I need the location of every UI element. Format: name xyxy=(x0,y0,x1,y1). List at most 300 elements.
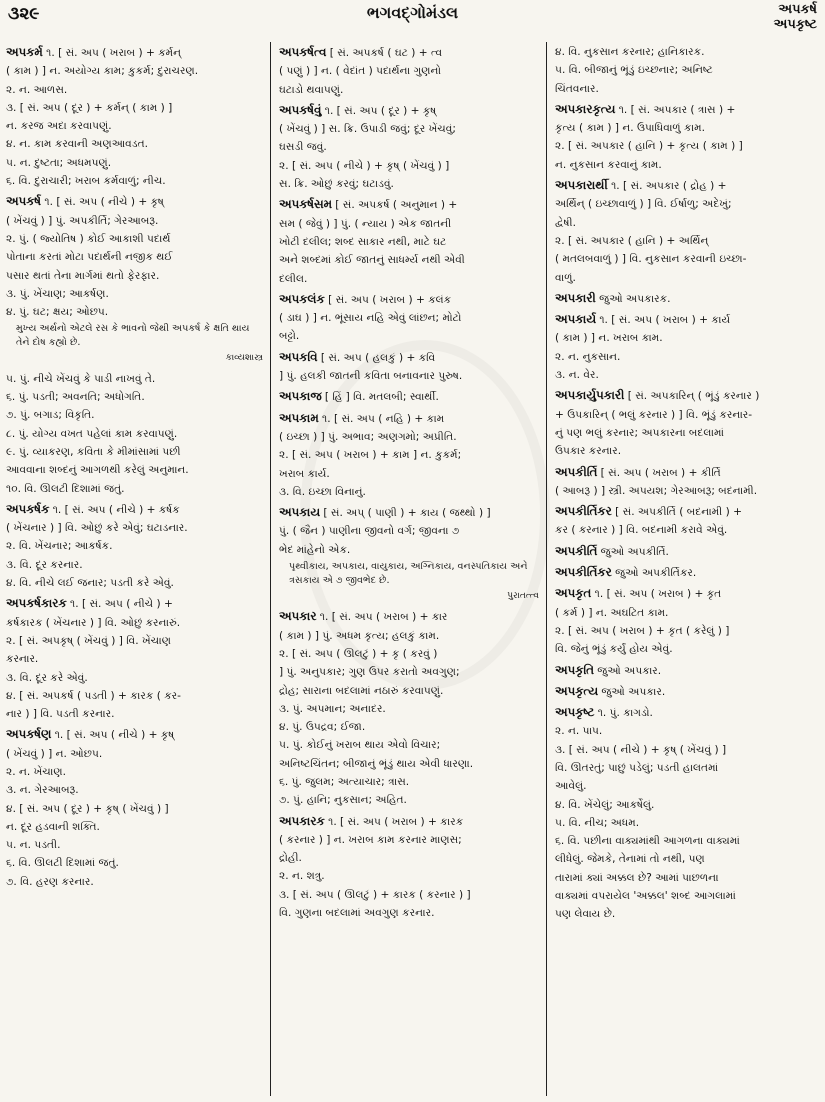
dictionary-entry xyxy=(279,388,539,406)
definition-line xyxy=(279,523,539,540)
definition-line xyxy=(555,906,819,923)
definition-line xyxy=(555,778,819,795)
definition-text: ૨. [ સં. અપકૃષ્ ( ખેંચવું ) ] વિ. ખેંચાણ xyxy=(6,634,171,647)
definition-line xyxy=(279,196,539,214)
definition-line xyxy=(6,595,263,613)
definition-line xyxy=(555,157,819,174)
definition-line xyxy=(555,177,819,195)
definition-text: ભેદ માંહેનો એક. xyxy=(279,543,351,556)
dictionary-entry xyxy=(555,564,819,582)
definition-line xyxy=(279,542,539,559)
definition-line xyxy=(6,819,263,836)
definition-text: ન. દૂર હડવાની શક્તિ. xyxy=(6,820,100,833)
definition-text: અને શબ્દમાં કોઈ જાતનું સાધર્મ્ય નથી એવી xyxy=(279,254,465,267)
definition-line xyxy=(279,121,539,138)
definition-line xyxy=(279,44,539,62)
definition-text: ૧. [ સં. અપ ( નીચે ) + કૃષ્ xyxy=(54,729,175,742)
definition-line xyxy=(555,120,819,137)
headword: અપકર્ષકારક xyxy=(6,596,67,611)
column-divider xyxy=(546,42,547,1096)
dictionary-entry xyxy=(555,585,819,658)
definition-line xyxy=(6,481,263,498)
definition-line xyxy=(555,196,819,213)
headword: અપકાય xyxy=(279,505,320,520)
definition-text: દ્રોહી. xyxy=(279,852,302,865)
dictionary-column-3 xyxy=(555,44,819,1094)
definition-line xyxy=(279,429,539,446)
definition-line xyxy=(279,813,539,831)
definition-text: ૨. [ સં. અપ ( નીચે ) + કૃષ્ ( ખેંચવું ) ] xyxy=(279,159,450,172)
definition-text: ૯. પું. વ્યાકરણ, કવિતા કે મીમાંસામાં પછી xyxy=(6,445,181,458)
definition-text: ( ડાઘ ) ] ન. ભૂંસાય નહિ એવું લાંછન; મોટો xyxy=(279,312,462,325)
headword: અપકારકૃત્ય xyxy=(555,101,616,116)
headword: અપકર્ષણ xyxy=(6,727,52,742)
definition-text: ૫. વિ. નીચ; અધમ. xyxy=(555,816,640,829)
definition-text: ૩. વિ. દૂર કરનાર. xyxy=(6,558,83,571)
definition-text: ( ઇચ્છા ) ] પું. અભાવ; અણગમો; અપ્રીતિ. xyxy=(279,430,457,443)
definition-line xyxy=(6,557,263,574)
definition-line xyxy=(555,233,819,250)
guide-words xyxy=(774,2,817,32)
headword: અપકલંક xyxy=(279,291,325,306)
definition-text: [ સં. અપ ( ખરાબ ) + કલંક xyxy=(328,293,452,306)
definition-text: ( કામ ) ] ન. ખરાબ કામ. xyxy=(555,332,663,345)
definition-text: ( ખેંચનાર ) ] વિ. ઓછું કરે એવું; ઘટાડનાર. xyxy=(6,522,188,535)
definition-text: ( પણું ) ] ન. ( વેદાંત ) પદાર્થના ગુણનો xyxy=(279,65,442,78)
definition-text: ૧. પું. કાગડો. xyxy=(597,707,653,720)
definition-text: ૨. [ સં. અપકાર ( હાનિ ) + કૃત્ય ( કામ ) ] xyxy=(555,140,743,153)
definition-text: ઉપકાર કરનાર. xyxy=(555,445,622,458)
definition-line xyxy=(6,118,263,135)
definition-text: ( કર્મ ) ] ન. અઘટિત કામ. xyxy=(555,606,669,619)
headword: અપકર્ષત્વ xyxy=(279,45,327,59)
definition-text: ૬. પું. જુલમ; અત્યાચાર; ત્રાસ. xyxy=(279,775,410,788)
usage-quote: મુખ્ય અર્થનો એટલે રસ કે ભાવનો જેથી અપકર્ષ કે ક્ષતિ થાય તેને દોષ કહ્યો છે. xyxy=(16,323,250,349)
dictionary-column-1 xyxy=(6,44,263,1094)
definition-line xyxy=(279,271,539,288)
definition-line xyxy=(279,447,539,464)
definition-text: દ્રોહ; સારાના બદલામાં નઠારું કરવાપણું. xyxy=(279,684,444,697)
definition-line xyxy=(6,688,263,705)
definition-line xyxy=(555,723,819,740)
headword: અપકર્ષવું xyxy=(279,102,322,117)
definition-line xyxy=(555,585,819,603)
definition-text: ૧. [ સં. અપકાર ( દ્રોહ ) + xyxy=(611,180,727,193)
definition-line xyxy=(279,82,539,99)
definition-line xyxy=(555,407,819,424)
definition-text: પણ લેવાય છે. xyxy=(555,908,616,921)
definition-line xyxy=(6,100,263,117)
definition-text: ૧. [ સં. અપ ( નહિ ) + કામ xyxy=(322,412,445,425)
definition-line xyxy=(555,138,819,155)
definition-text: ૪. પું. ઘટ; ક્ષય; ઓછપ. xyxy=(6,306,109,319)
definition-line xyxy=(279,252,539,269)
definition-line xyxy=(555,367,819,384)
dictionary-entry xyxy=(555,464,819,501)
headword: અપકારી xyxy=(555,290,596,305)
headword: અપકાર xyxy=(279,609,317,624)
page-number: ૩૨૯ xyxy=(8,4,40,24)
definition-text: લીધેલું. જેમકે, તેનામાં તો નથી, પણ xyxy=(555,853,705,866)
definition-text: ૮. પું. યોગ્ય વખત પહેલાં કામ કરવાપણું. xyxy=(6,427,178,440)
definition-text: ૧. [ સં. અપ ( ખરાબ ) + કારક xyxy=(328,815,464,828)
definition-text: ] પું. હલકી જાતની કવિતા બનાવનાર પુરુષ. xyxy=(279,370,463,383)
definition-text: ૭. પું. હાનિ; નુકસાન; અહિત. xyxy=(279,794,407,807)
definition-text: ૨. ન. નુકસાન. xyxy=(555,350,621,363)
definition-line xyxy=(6,782,263,799)
definition-line xyxy=(555,870,819,887)
headword: અપકીર્તિ xyxy=(555,543,598,558)
definition-text: કરનાર. xyxy=(6,653,39,666)
definition-line xyxy=(6,726,263,744)
definition-line xyxy=(6,670,263,687)
definition-line xyxy=(555,522,819,539)
definition-text: ૫. પું. કોઈનું ખરાબ થાય એવો વિચાર; xyxy=(279,739,441,752)
dictionary-entry xyxy=(279,813,539,923)
definition-line xyxy=(555,387,819,405)
definition-text: ૪. પું. ઉપદ્રવ; ઈજા. xyxy=(279,721,366,734)
definition-text: ઘસડી જવું. xyxy=(279,141,327,154)
definition-text: ૨. [ સં. અપ ( ઊલટું ) + કૃ ( કરવું ) xyxy=(279,647,438,660)
definition-line xyxy=(6,268,263,285)
definition-text: ૧. [ સં. અપ ( દૂર ) + કૃષ્ xyxy=(324,104,437,117)
definition-text: ૨. [ સં. અપ ( ખરાબ ) + કૃત ( કરેલું ) ] xyxy=(555,624,730,637)
definition-line xyxy=(6,407,263,424)
definition-line xyxy=(6,801,263,818)
definition-text: ( આબરૂ ) ] સ્ત્રી. અપયશ; ગેરઆબરૂ; બદનામી. xyxy=(555,484,758,497)
definition-line xyxy=(555,623,819,640)
headword: અપકૃતિ xyxy=(555,662,594,677)
headword: અપકૃત્ય xyxy=(555,683,599,698)
definition-line xyxy=(6,371,263,388)
headword: અપકૃષ્ટ xyxy=(555,705,595,720)
definition-line xyxy=(279,608,539,626)
headword: અપકારાર્થી xyxy=(555,178,608,193)
headword: અપકૃત xyxy=(555,586,592,601)
headword: અપકાજ xyxy=(279,389,322,404)
definition-text: વિ. ઊતરતું; પાછું પડેલું; પડતી હાલતમાં xyxy=(555,761,719,774)
definition-line xyxy=(279,349,539,367)
dictionary-entry xyxy=(6,501,263,592)
definition-line xyxy=(279,234,539,251)
definition-line xyxy=(279,310,539,327)
definition-line xyxy=(6,520,263,537)
headword: અપકર્ષ xyxy=(6,194,42,209)
definition-text: ( કામ ) ] ન. અયોગ્ય કામ; કુકર્મ; દુરાચરણ. xyxy=(6,65,199,78)
quote-source: પુરાતત્ત્વ xyxy=(507,591,539,602)
definition-text: દ્વેષી. xyxy=(555,216,576,229)
dictionary-entry xyxy=(555,683,819,701)
definition-line xyxy=(555,662,819,680)
definition-text: વાક્યમાં વપરાયેલ 'અક્કલ' શબ્દ આગલામાં xyxy=(555,890,736,903)
dictionary-entry xyxy=(6,726,263,891)
definition-text: ચિંતવનાર. xyxy=(555,82,599,95)
definition-line xyxy=(279,737,539,754)
definition-line xyxy=(6,63,263,80)
definition-text: ૧. [ સં. અપકાર ( ત્રાસ ) + xyxy=(618,103,736,116)
headword: અપકવિ xyxy=(279,349,318,364)
definition-text: સ. ક્રિ. ઓછું કરવું; ઘટાડવું. xyxy=(279,178,394,191)
definition-line xyxy=(279,139,539,156)
definition-text: [ હિં ] વિ. મતલબી; સ્વાર્થી. xyxy=(324,391,439,404)
definition-text: ૩. વિ. ઇચ્છા વિનાનું. xyxy=(279,485,366,498)
definition-text: જુઓ અપકાર. xyxy=(601,685,666,698)
dictionary-entry xyxy=(555,311,819,384)
definition-line xyxy=(6,193,263,211)
definition-line xyxy=(555,704,819,722)
definition-text: ( કામ ) ] પું. અધમ કૃત્ય; હલકું કામ. xyxy=(279,629,440,642)
definition-text: [ સં. અપ ( ખરાબ ) + કીર્તિ xyxy=(600,466,721,479)
definition-line xyxy=(555,833,819,850)
definition-text: ૨. પું. ( જ્યોતિષ ) કોઈ આકાશી પદાર્થ xyxy=(6,232,171,245)
definition-line xyxy=(555,443,819,460)
definition-text: ૪. [ સં. અપ ( દૂર ) + કૃષ્ ( ખેંચવું ) ] xyxy=(6,802,169,815)
definition-line xyxy=(279,158,539,175)
definition-line xyxy=(6,173,263,190)
definition-line xyxy=(6,155,263,172)
definition-text: ૧. [ સં. અપ ( નીચે ) + કૃષ્ xyxy=(44,196,164,209)
column-divider xyxy=(270,42,271,1096)
definition-text: બટ્ટો. xyxy=(279,330,300,343)
headword: અપકીર્તિ xyxy=(555,464,598,479)
dictionary-entry xyxy=(279,349,539,386)
definition-line xyxy=(279,868,539,885)
definition-line xyxy=(555,503,819,521)
definition-line xyxy=(555,641,819,658)
definition-line xyxy=(279,102,539,120)
definition-text: ૩. ન. ગેરઆબરૂ. xyxy=(6,784,79,797)
definition-text: ૭. વિ. હરણ કરનાર. xyxy=(6,875,94,888)
definition-line xyxy=(555,425,819,442)
definition-text: ૩. [ સં. અપ ( નીચે ) + કૃષ્ ( ખેંચવું ) ] xyxy=(555,743,727,756)
definition-text: ન. કરજ અદા કરવાપણું. xyxy=(6,120,112,133)
definition-text: ૪. વિ. નુકસાન કરનાર; હાનિકારક. xyxy=(555,46,705,58)
definition-text: પસાર થતાં તેના માર્ગમાં થતો ફેરફાર. xyxy=(6,269,160,282)
definition-text: ૧. [ સં. અપ ( નીચે ) + કર્ષક xyxy=(52,503,180,516)
definition-text: જુઓ અપકીર્તિકર. xyxy=(615,567,697,580)
definition-text: ( ખેંચવું ) ] પું. અપકીર્તિ; ગેરઆબરૂ. xyxy=(6,214,159,227)
definition-text: પોતાના કરતાં મોટા પદાર્થની નજીક થઈ xyxy=(6,251,173,264)
definition-line xyxy=(555,62,819,79)
dictionary-entry xyxy=(555,503,819,540)
definition-text: ૬. પું. પડતી; અવનતિ; અધોગતિ. xyxy=(6,391,145,404)
definition-text: પું. ( જૈન ) પાણીના જીવનો વર્ગ; જીવના ૭ xyxy=(279,525,460,538)
dictionary-entry xyxy=(6,193,263,497)
dictionary-entry xyxy=(555,290,819,308)
definition-line xyxy=(279,683,539,700)
definition-text: ૭. પું. બગાડ; વિકૃતિ. xyxy=(6,409,95,422)
definition-line xyxy=(555,483,819,500)
definition-text: ૪. વિ. ખેંચેલું; આકર્ષેલું. xyxy=(555,798,655,811)
definition-line xyxy=(279,176,539,193)
definition-text: ૬. વિ. પછીના વાક્યમાંથી આગળના વાક્યમાં xyxy=(555,835,740,848)
page-header xyxy=(0,0,825,34)
dictionary-entry xyxy=(279,608,539,809)
definition-text: [ સં. અપકીર્તિ ( બદનામી ) + xyxy=(615,506,742,519)
definition-text: ( મતલબવાળું ) ] વિ. નુકસાન કરવાની ઇચ્છા- xyxy=(555,253,747,266)
definition-text: કર ( કરનાર ) ] વિ. બદનામી કરાવે એવું. xyxy=(555,524,728,537)
definition-line xyxy=(555,349,819,366)
definition-line xyxy=(6,837,263,854)
definition-line xyxy=(6,286,263,303)
definition-line xyxy=(6,651,263,668)
definition-text: જુઓ અપકાર. xyxy=(597,664,662,677)
definition-line xyxy=(555,81,819,98)
dictionary-entry xyxy=(555,101,819,174)
definition-line xyxy=(279,216,539,233)
headword: અપકામ xyxy=(279,410,319,425)
definition-text: ૩. વિ. દૂર કરે એવું. xyxy=(6,671,88,684)
definition-line xyxy=(279,719,539,736)
dictionary-entry xyxy=(555,44,819,98)
definition-line xyxy=(279,291,539,309)
definition-text: નું પણ ભલું કરનાર; અપકારના બદલામાં xyxy=(555,426,725,439)
definition-line xyxy=(6,389,263,406)
definition-line xyxy=(555,311,819,329)
definition-line xyxy=(6,249,263,266)
definition-text: ૨. ન. ખેંચાણ. xyxy=(6,765,66,778)
definition-line xyxy=(555,851,819,868)
definition-line xyxy=(555,101,819,119)
definition-line xyxy=(6,764,263,781)
dictionary-entry xyxy=(555,704,819,924)
definition-text: ૬. વિ. દુરાચારી; ખરાબ કર્મવાળું; નીચ. xyxy=(6,175,166,188)
definition-line xyxy=(279,792,539,809)
definition-line xyxy=(279,887,539,904)
dictionary-entry xyxy=(279,196,539,287)
definition-text: ૧૦. વિ. ઊલટી દિશામાં જતું. xyxy=(6,482,125,495)
definition-line xyxy=(6,746,263,763)
definition-line xyxy=(6,136,263,153)
definition-line xyxy=(6,444,263,461)
definition-line xyxy=(279,504,539,522)
headword: અપકાર્યુપકારી xyxy=(555,388,625,403)
definition-text: ૨. ન. શત્રુ. xyxy=(279,870,325,883)
dictionary-entry xyxy=(279,44,539,99)
quote-source: કાવ્યશાસ્ત્ર xyxy=(225,353,263,364)
dictionary-column-2 xyxy=(279,44,539,1094)
definition-text: [ સં. અપકર્ષ ( ઘટ ) + ત્વ xyxy=(329,47,443,59)
definition-line xyxy=(279,63,539,80)
headword: અપકારક xyxy=(279,813,325,828)
definition-text: ૬. વિ. ઊલટી દિશામાં જતું. xyxy=(6,857,119,870)
definition-line xyxy=(555,815,819,832)
definition-line xyxy=(279,410,539,428)
definition-text: આવવાના શબ્દનું આગળથી કરેલું અનુમાન. xyxy=(6,464,189,477)
definition-text: [ સં. અપ્ ( પાણી ) + કાય ( જથ્થો ) ] xyxy=(323,507,491,520)
definition-line xyxy=(279,368,539,385)
definition-line xyxy=(555,683,819,701)
definition-text: ૫. વિ. બીજાનું ભૂંડું ઇચ્છનાર; અનિષ્ટ xyxy=(555,64,713,77)
definition-text: તારામાં ક્યાં અક્કલ છે? આમાં પાછળના xyxy=(555,871,719,884)
definition-text: ૧. [ સં. અપ ( ખરાબ ) + કાર્ય xyxy=(599,314,731,327)
dictionary-entry xyxy=(279,410,539,501)
definition-line xyxy=(279,905,539,922)
usage-quote: પૃથ્વીકાય, અપકાય, વાયુકાય, અગ્નિકાય, વનસ્પતિકાય અને ત્રસકાય એ ૭ જીવભેદ છે. xyxy=(289,561,528,587)
definition-text: જુઓ અપકીર્તિ. xyxy=(600,545,669,558)
definition-line xyxy=(555,888,819,905)
definition-line xyxy=(6,426,263,443)
definition-text: ૫. ન. દુષ્ટતા; અધમપણું. xyxy=(6,156,112,169)
definition-text: ૪. ન. કામ કરવાની અણઆવડત. xyxy=(6,138,148,151)
definition-line xyxy=(555,760,819,777)
definition-text: [ સં. અપ ( હલકું ) + કવિ xyxy=(320,351,436,364)
definition-text: [ સં. અપકારિન્ ( ભૂંડું કરનાર ) xyxy=(627,390,760,403)
definition-line xyxy=(279,832,539,849)
headword: અપકર્મ xyxy=(6,45,43,59)
guide-word-first: અપકર્ષ xyxy=(778,2,817,17)
definition-line xyxy=(555,44,819,61)
page-title: ભગવદ્ગોમંડલ xyxy=(366,3,459,22)
definition-line xyxy=(279,484,539,501)
definition-line xyxy=(6,213,263,230)
definition-line xyxy=(279,646,539,663)
definition-text: આવેલું. xyxy=(555,780,587,793)
definition-text: ૧. [ સં. અપ ( ખરાબ ) + કર્મન્ xyxy=(46,47,182,59)
definition-line xyxy=(6,501,263,519)
definition-text: ૧. [ સં. અપ ( ખરાબ ) + કાર xyxy=(319,611,448,624)
definition-text: ખરાબ કાર્ય. xyxy=(279,467,330,480)
definition-text: વિ. ગુણના બદલામાં અવગુણ કરનાર. xyxy=(279,907,435,920)
definition-line xyxy=(6,575,263,592)
dictionary-entry xyxy=(279,504,539,605)
definition-line xyxy=(555,742,819,759)
definition-line xyxy=(6,855,263,872)
dictionary-entry xyxy=(279,291,539,346)
definition-line xyxy=(555,797,819,814)
definition-text: કૃત્ય ( કામ ) ] ન. ઉપાધિવાળું કામ. xyxy=(555,122,705,135)
definition-line xyxy=(6,82,263,99)
definition-line xyxy=(6,706,263,723)
definition-text: + ઉપકારિન્ ( ભલું કરનાર ) ] વિ. ભૂંડું કરનાર- xyxy=(555,408,753,421)
definition-text: ૨. [ સં. અપ ( ખરાબ ) + કામ ] ન. કુકર્મ; xyxy=(279,449,462,462)
definition-text: ૩. [ સં. અપ ( ઊલટું ) + કારક ( કરનાર ) ] xyxy=(279,888,471,901)
definition-line xyxy=(279,466,539,483)
definition-line xyxy=(555,564,819,582)
definition-text: ન. નુકસાન કરવાનું કામ. xyxy=(555,158,662,171)
definition-line xyxy=(555,464,819,482)
definition-text: ૨. ન. આળસ. xyxy=(6,83,68,96)
definition-text: ૧. [ સં. અપ ( નીચે ) + xyxy=(70,598,173,611)
definition-text: નાર ) ] વિ. પડતી કરનાર. xyxy=(6,708,115,721)
headword: અપકીર્તિકર xyxy=(555,565,612,580)
definition-text: ૪. વિ. નીચે લઈ જનાર; પડતી કરે એવું. xyxy=(6,577,174,590)
dictionary-entry xyxy=(279,102,539,193)
definition-text: ( ખેંચવું ) ] ન. ઓછપ. xyxy=(6,747,103,760)
definition-line xyxy=(555,543,819,561)
definition-line xyxy=(555,251,819,268)
definition-line xyxy=(279,328,539,345)
definition-text: ૩. પું. ખેંચાણ; આકર્ષણ. xyxy=(6,287,109,300)
definition-text: ૪. [ સં. અપકર્ષ ( પડતી ) + કારક ( કર- xyxy=(6,689,181,702)
definition-text: ૨. ન. પાપ. xyxy=(555,725,603,738)
definition-line xyxy=(279,756,539,773)
definition-text: [ સં. અપકર્ષ ( અનુમાન ) + xyxy=(335,199,458,212)
dictionary-entry xyxy=(6,595,263,723)
definition-text: કર્ષકારક ( ખેંચનાર ) ] વિ. ઓછું કરનારું. xyxy=(6,616,181,629)
definition-line xyxy=(555,290,819,308)
guide-word-last: અપકૃષ્ટ xyxy=(773,17,817,32)
definition-text: ૫. પું. નીચે ખેંચવું કે પાડી નાખવું તે. xyxy=(6,372,156,385)
headword: અપકીર્તિકર xyxy=(555,504,612,519)
definition-line xyxy=(6,633,263,650)
definition-text: અર્થિન્ ( ઇચ્છાવાળું ) ] વિ. ઈર્ષાળુ; અદેખું; xyxy=(555,198,732,211)
definition-line xyxy=(6,874,263,891)
definition-line xyxy=(555,215,819,232)
definition-line xyxy=(555,330,819,347)
definition-line xyxy=(6,304,263,321)
definition-text: ઘટાડો થવાપણું. xyxy=(279,83,344,96)
